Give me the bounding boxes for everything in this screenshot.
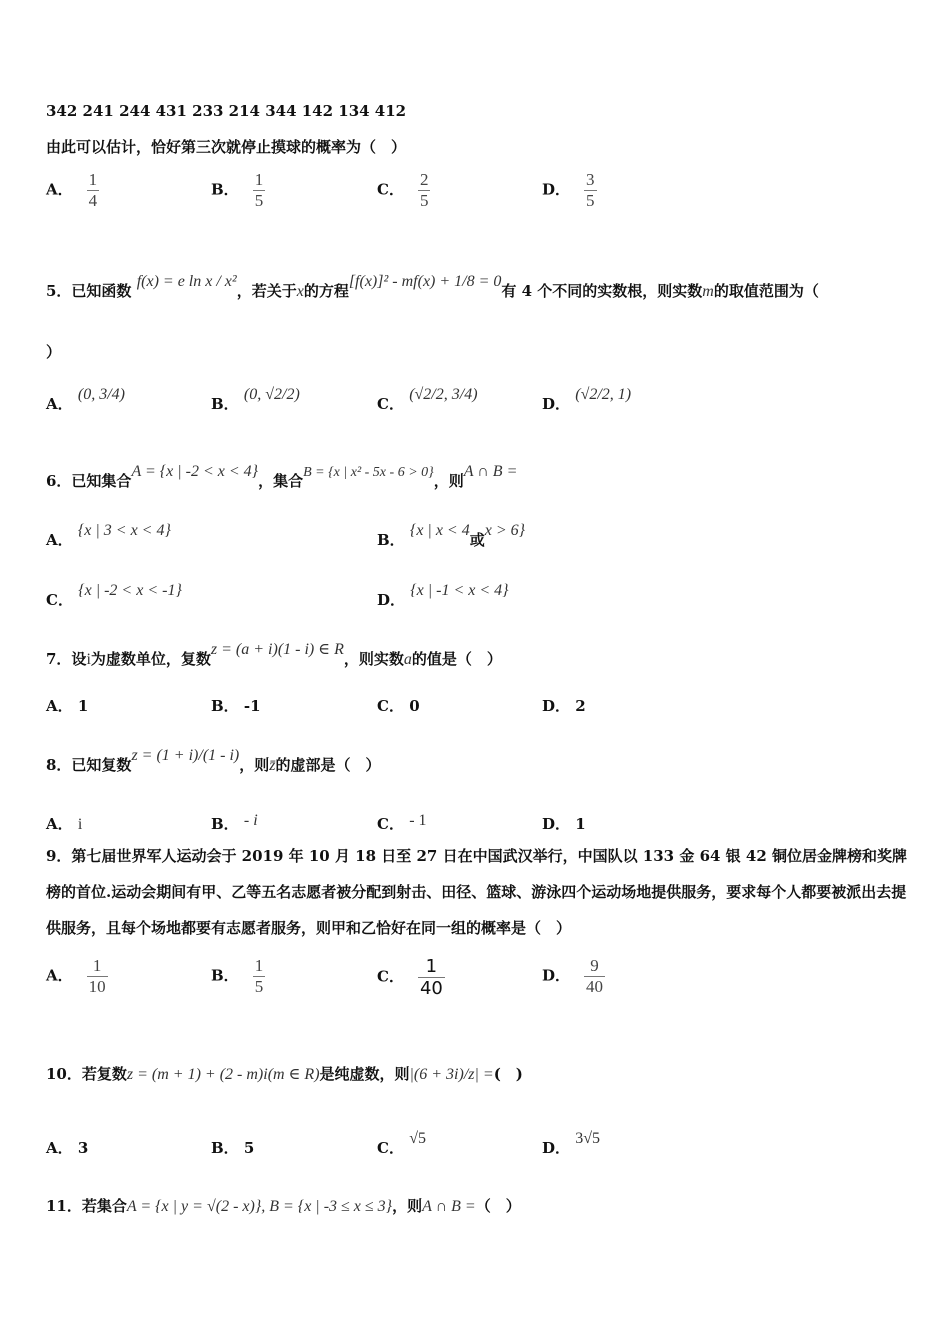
q4-option-c: C． $\frac{2}{5}$ [377,170,429,210]
q9-option-b: B． $\frac{1}{5}$ [211,956,264,996]
q6-option-a: A． {x | 3 < x < 4} [46,522,171,549]
q7-option-d: D． 2 [542,697,586,715]
q9-option-a: A． $\frac{1}{10}$ [46,956,106,996]
question-7-stem: 7．设i为虚数单位，复数z = (a + i)(1 - i) ∈ R，则实数a的值是（ ） [46,641,502,668]
q5-equation: [f(x)]² - mf(x) + 1/8 = 0 [348,273,502,290]
question-8-stem: 8．已知复数z = (1 + i)/(1 - i)，则z̄的虚部是（ ） [46,747,381,774]
q10-option-d: D． 3√5 [542,1130,601,1157]
question-4-stem: 由此可以估计，恰好第三次就停止摸球的概率为（ ） [46,138,407,156]
q7-option-a: A． 1 [46,697,89,715]
sample-numbers: 342 241 244 431 233 214 344 142 134 412 [46,102,407,120]
q8-option-c: C． - 1 [377,812,427,833]
q5-option-b: B． (0, √2/2) [211,386,300,413]
question-6-stem: 6．已知集合A = {x | -2 < x < 4}，集合B = {x | x² - 5x - 6 > 0}，则A ∩ B = [46,463,518,490]
question-5-stem: 5．已知函数 f(x) = e ln x / x²，若关于x的方程[f(x)]² - mf(x) + 1/8 = 0有 4 个不同的实数根，则实数m的取值范围为（ [46,273,819,300]
question-11-stem: 11．若集合A = {x | y = √(2 - x)}, B = {x | -3 ≤ x ≤ 3}，则A ∩ B =（ ） [46,1197,521,1215]
q7-option-b: B． -1 [211,697,261,715]
q9-option-c: C． $\frac{1}{40}$ [377,956,443,999]
q4-option-d: D． $\frac{3}{5}$ [542,170,595,210]
q8-option-b: B． - i [211,812,258,833]
q9-option-d: D． $\frac{9}{40}$ [542,956,604,996]
question-9-stem: 9．第七届世界军人运动会于 2019 年 10 月 18 日至 27 日在中国武汉举行，中国队以 133 金 64 银 42 铜位居金牌榜和奖牌榜的首位.运动会期间有甲、乙等五名志愿者被分配到射击、田径、篮球、游泳四个运动场地提供服务，要求每个人都要被派出去提供服务，且每个场地都要有志愿者服务，则甲和乙恰好在同一组的概率是（ ） [46,847,907,937]
q6-option-c: C． {x | -2 < x < -1} [46,582,182,609]
q7-option-c: C． 0 [377,697,420,715]
q10-option-c: C． √5 [377,1130,426,1157]
q8-option-d: D． 1 [542,815,586,833]
q6-option-d: D． {x | -1 < x < 4} [377,582,509,609]
q8-option-a: A． i [46,815,83,833]
q5-option-c: C． (√2/2, 3/4) [377,386,478,413]
question-5-close: ） [46,343,62,361]
question-10-stem: 10．若复数z = (m + 1) + (2 - m)i(m ∈ R)是纯虚数，则|(6 + 3i)/z| =( ) [46,1065,523,1083]
q5-option-a: A． (0, 3/4) [46,386,125,413]
q10-option-b: B． 5 [211,1139,255,1157]
q4-option-a: A． $\frac{1}{4}$ [46,170,98,210]
q10-option-a: A． 3 [46,1139,89,1157]
q5-function: f(x) = e ln x / x² [136,273,237,290]
q4-option-b: B． $\frac{1}{5}$ [211,170,264,210]
q5-option-d: D． (√2/2, 1) [542,386,632,413]
q6-option-b: B． {x | x < 4或x > 6} [377,522,526,549]
